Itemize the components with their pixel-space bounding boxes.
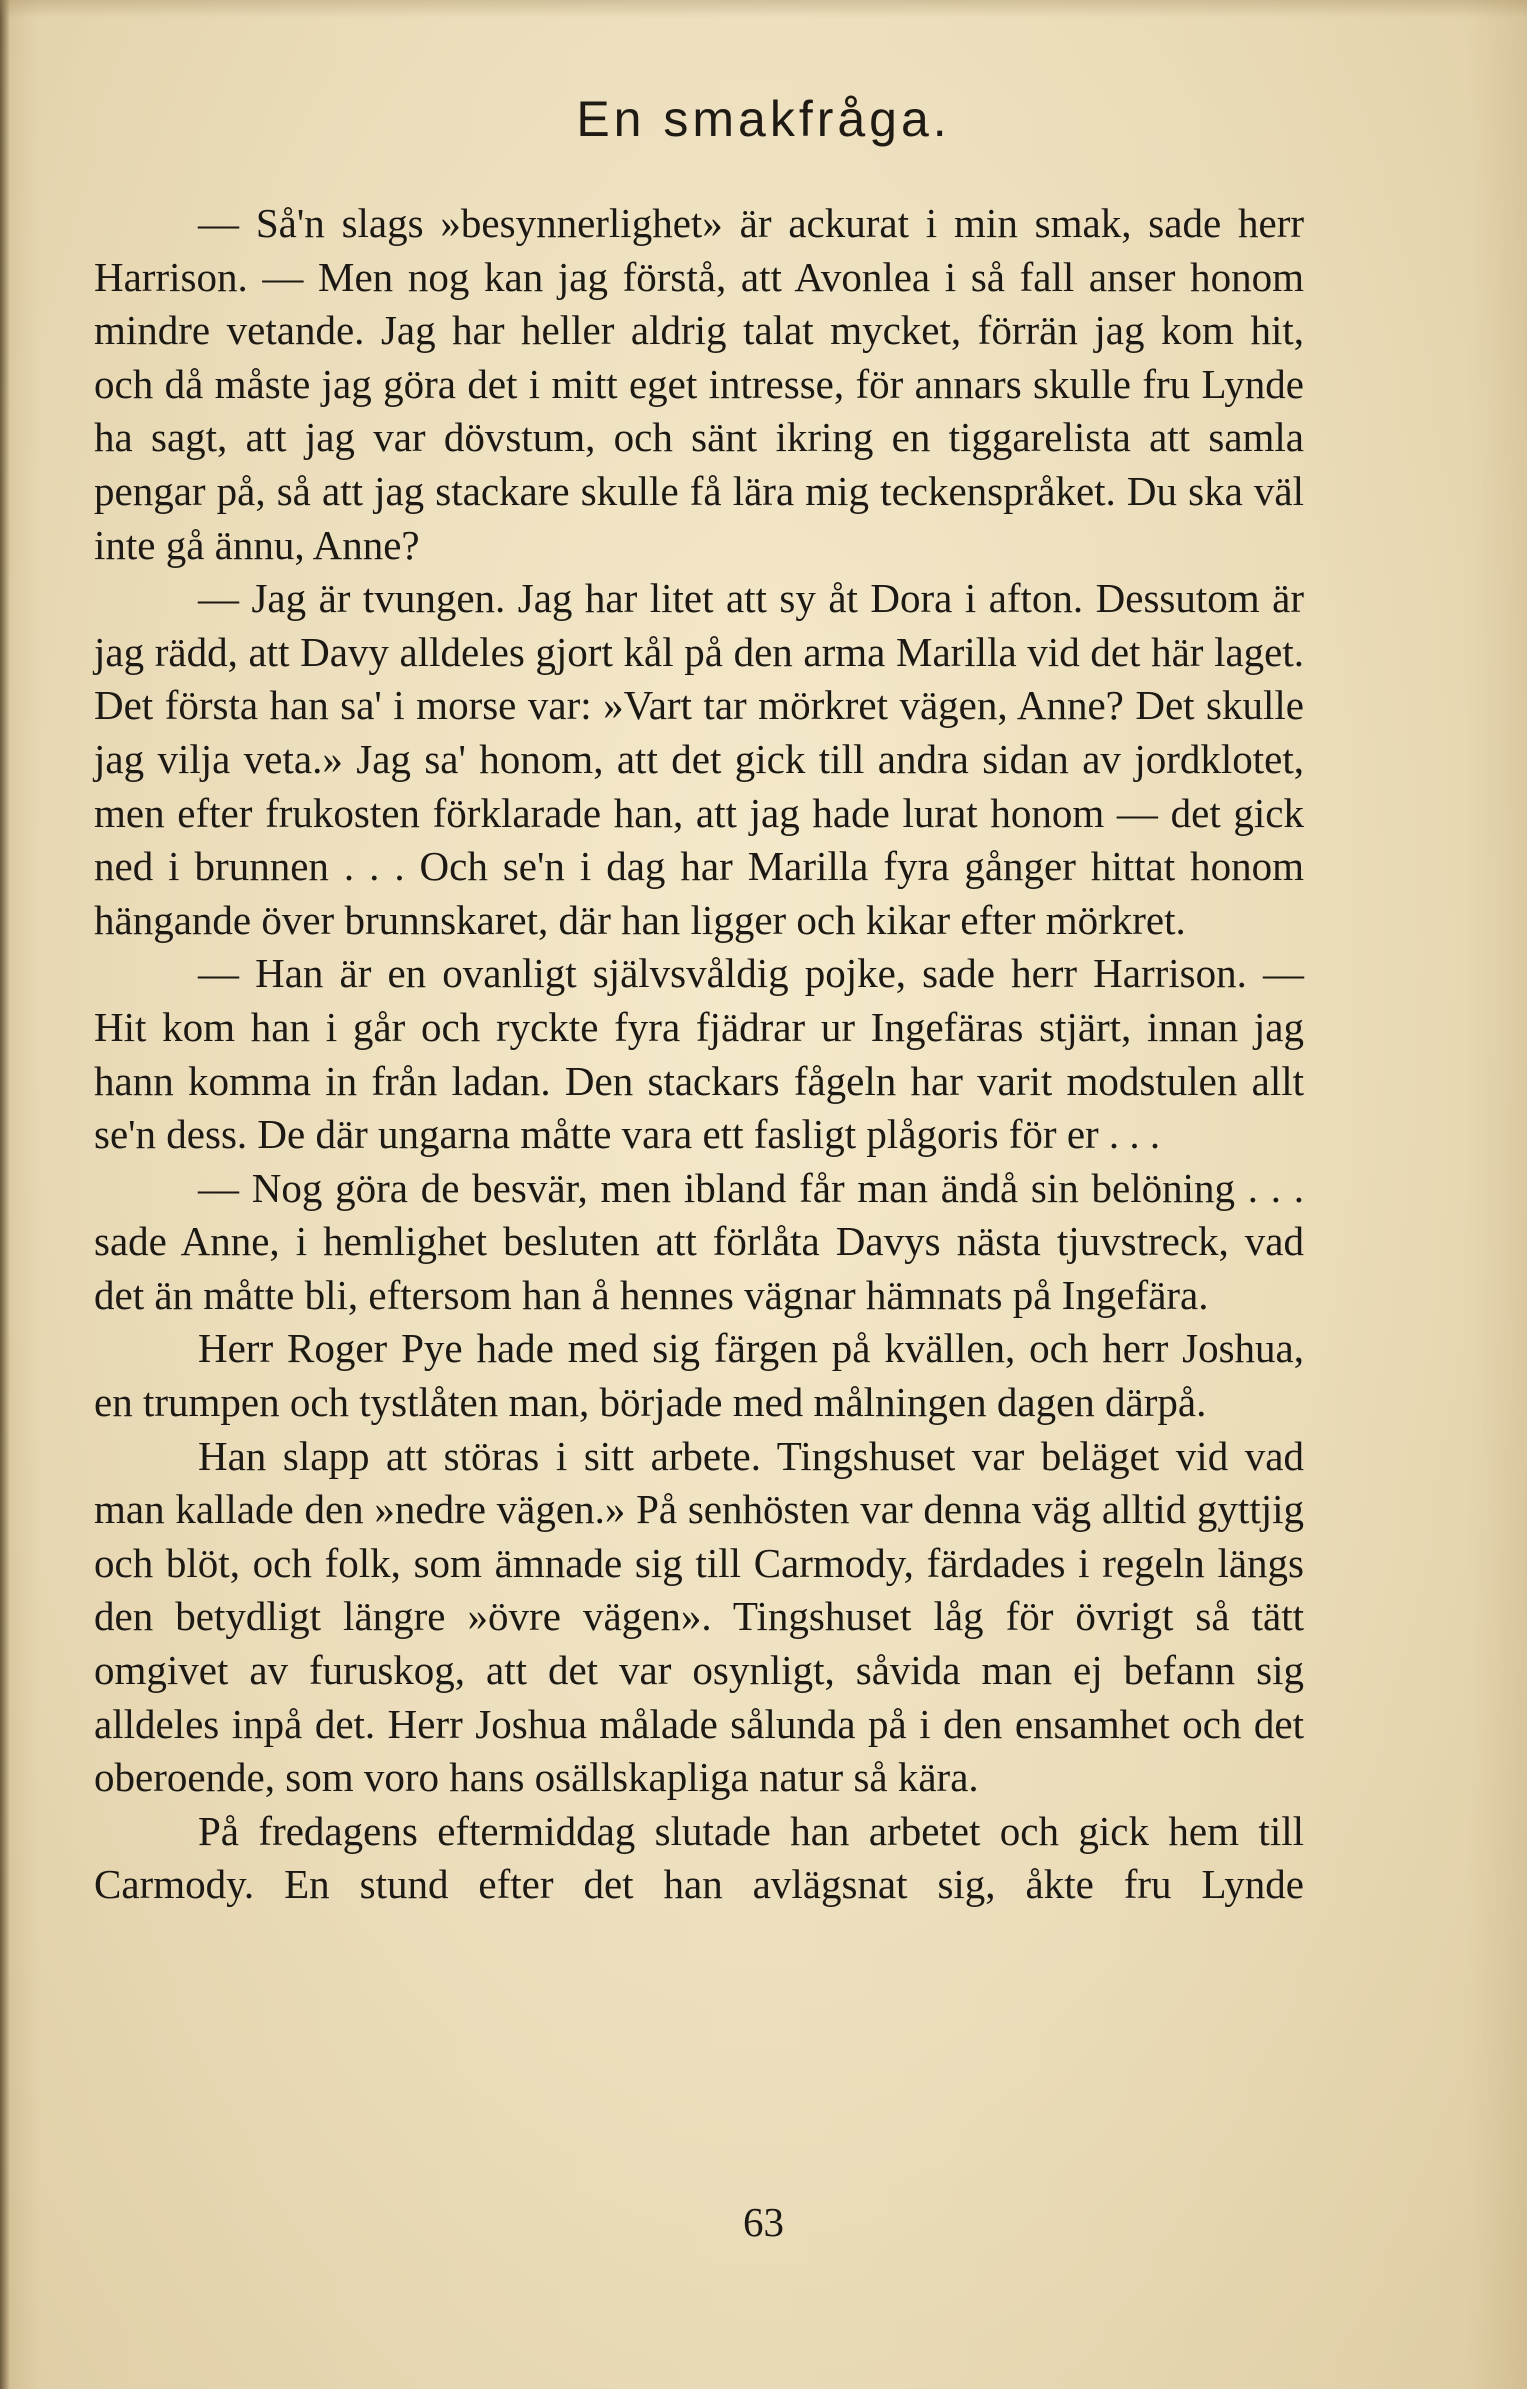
paragraph-5: Herr Roger Pye hade med sig färgen på kvällen, och herr Joshua, en trumpen och tystlåten man, började med målningen dagen därpå. [94,1325,1304,1426]
paragraph-3: — Han är en ovanligt självsvåldig pojke, sade herr Harrison. — Hit kom han i går och ryckte fyra fjädrar ur Ingefäras stjärt, innan jag hann komma in från ladan. Den stackars fågeln har varit modstulen allt se'n dess. De där ungarna måtte vara ett fasligt plågoris för er . . . [94,950,1304,1158]
paragraph-7: På fredagens eftermiddag slutade han arbetet och gick hem till Carmody. En stund efter det han avlägsnat sig, åkte fru Lynde [94,1807,1304,1908]
paragraph-1: — Så'n slags »besynnerlighet» är ackurat i min smak, sade herr Harrison. — Men nog kan jag förstå, att Avonlea i så fall anser honom mindre vetande. Jag har heller aldrig talat mycket, förrän jag kom hit, och då måste jag göra det i mitt eget intresse, för annars skulle fru Lynde ha sagt, att jag var dövstum, och sänt ikring en tiggarelista att samla pengar på, så att jag stackare skulle få lära mig teckenspråket. Du ska väl inte gå ännu, Anne? [94,200,1304,568]
chapter-title: En smakfråga. [576,91,951,147]
body-text [94,197,1304,1912]
paragraph-2: — Jag är tvungen. Jag har litet att sy åt Dora i afton. Dessutom är jag rädd, att Davy alldeles gjort kål på den arma Marilla vid det här laget. Det första han sa' i morse var: »Vart tar mörkret vägen, Anne? Det skulle jag vilja veta.» Jag sa' honom, att det gick till andra sidan av jordklotet, men efter frukosten förklarade han, att jag hade lurat honom — det gick ned i brunnen . . . Och se'n i dag har Marilla fyra gånger hittat honom hängande över brunnskaret, där han ligger och kikar efter mörkret. [94,575,1304,943]
paragraph-4: — Nog göra de besvär, men ibland får man ändå sin belöning . . . sade Anne, i hemlighet besluten att förlåta Davys nästa tjuvstreck, vad det än måtte bli, eftersom han å hennes vägnar hämnats på Ingefära. [94,1164,1304,1318]
page-number: 63 [743,2199,784,2245]
paragraph-6: Han slapp att störas i sitt arbete. Tingshuset var beläget vid vad man kallade den »nedre vägen.» På senhösten var denna väg alltid gyttjig och blöt, och folk, som ämnade sig till Carmody, färdades i regeln längs den betydligt längre »övre vägen». Tingshuset låg för övrigt så tätt omgivet av furuskog, att det var osynligt, såvida man ej befann sig alldeles inpå det. Herr Joshua målade sålunda på i den ensamhet och det oberoende, som voro hans osällskapliga natur så kära. [94,1432,1304,1801]
